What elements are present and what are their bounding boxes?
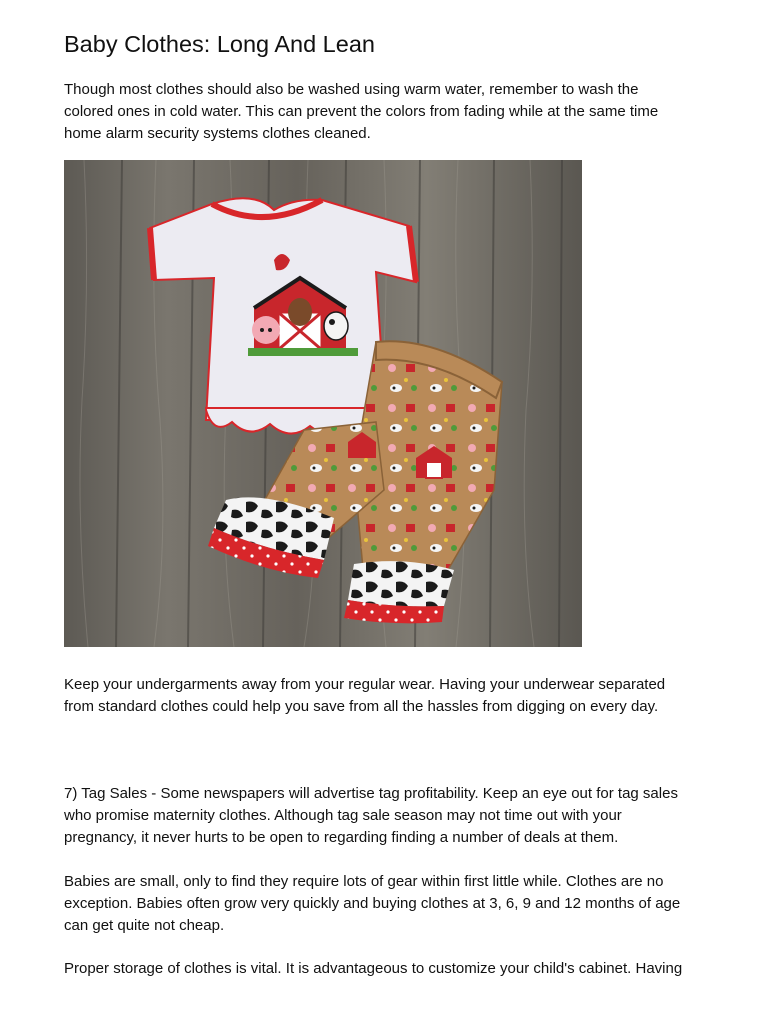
article-title: Baby Clothes: Long And Lean xyxy=(64,31,375,57)
baby-outfit-photo xyxy=(64,160,582,647)
paragraph-line: Babies are small, only to find they require lots of gear within first little while. Clothes are no xyxy=(64,873,664,890)
paragraph-line: colored ones in cold water. This can prevent the colors from fading while at the same time xyxy=(64,103,659,120)
paragraph-line: exception. Babies often grow very quickly and buying clothes at 3, 6, 9 and 12 months of age xyxy=(64,895,681,912)
cow-icon xyxy=(324,312,348,340)
paragraph-line: pregnancy, it never hurts to be open to regarding finding a number of deals at them. xyxy=(64,829,619,846)
baby-outfit-illustration xyxy=(64,160,582,647)
paragraph-line: from standard clothes could help you save from all the hassles from digging on every day. xyxy=(64,698,659,715)
paragraph-line: Keep your undergarments away from your regular wear. Having your underwear separated xyxy=(64,676,666,693)
paragraph-line: Proper storage of clothes is vital. It is advantageous to customize your child's cabinet. Having xyxy=(64,960,683,977)
paragraph-line: home alarm security systems clothes cleaned. xyxy=(64,125,371,142)
paragraph-line: can get quite not cheap. xyxy=(64,917,225,934)
paragraph-storage xyxy=(64,958,714,980)
right-ruffle xyxy=(344,561,454,623)
paragraph-line: 7) Tag Sales - Some newspapers will advertise tag profitability. Keep an eye out for tag sales xyxy=(64,785,678,802)
paragraph-undergarments xyxy=(64,674,714,718)
paragraph-washing xyxy=(64,79,714,145)
paragraph-tag-sales xyxy=(64,783,714,849)
paragraph-line: who promise maternity clothes. Although tag sale season may not time out with your xyxy=(64,807,622,824)
pig-icon xyxy=(252,316,280,344)
paragraph-babies-small xyxy=(64,871,714,937)
paragraph-line: Though most clothes should also be washed using warm water, remember to wash the xyxy=(64,81,639,98)
